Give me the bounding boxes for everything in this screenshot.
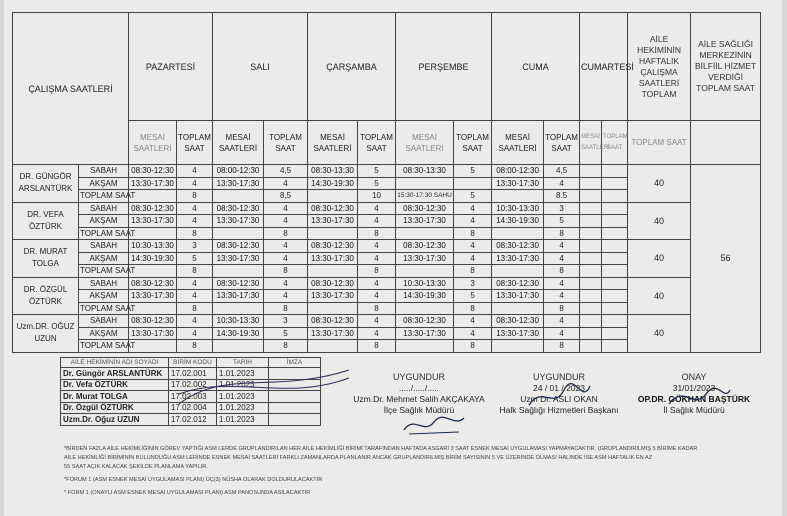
- toplam-saat-subheader: TOPLAM SAAT: [264, 121, 308, 165]
- shift-label: TOPLAM SAAT: [80, 266, 136, 276]
- shift-hours: 4: [358, 277, 396, 290]
- toplam-saat-subheader: TOPLAM SAAT: [177, 121, 213, 165]
- signature-mark: [524, 380, 594, 414]
- shift-time: 08:30-12:30: [129, 165, 177, 178]
- sig-unit-code: 17.02.001: [169, 368, 217, 380]
- saturday-cell: [602, 215, 628, 228]
- shift-hours: 4: [358, 327, 396, 340]
- shift-time: 08:30-12:30: [396, 202, 454, 215]
- day-header-cumartesi: CUMARTESİ: [580, 13, 628, 121]
- mesai-saatleri-subheader: MESAİ SAATLERİ: [396, 121, 454, 165]
- saturday-cell: [580, 215, 602, 228]
- saturday-cell: [580, 302, 602, 315]
- shift-time: 10:30-13:30: [129, 240, 177, 253]
- shift-time: 08:30-12:30: [396, 240, 454, 253]
- shift-hours: 4,5: [544, 165, 580, 178]
- approval-title: UYGUNDUR: [392, 372, 445, 382]
- schedule-row: [13, 277, 761, 290]
- day-total-hours: 8: [177, 302, 213, 315]
- shift-hours: 4: [264, 177, 308, 190]
- shift-time: 10:30-13:30: [492, 202, 544, 215]
- sig-date: 1.01.2023: [217, 414, 269, 426]
- sig-unit-code: 17.02.002: [169, 379, 217, 391]
- day-total-hours: 8: [544, 340, 580, 353]
- sig-doctor-name: Dr. Güngör ARSLANTÜRK: [61, 368, 169, 380]
- saturday-cell: [580, 252, 602, 265]
- shift-hours: 4: [544, 315, 580, 328]
- saturday-cell: [602, 252, 628, 265]
- shift-label: AKŞAM: [79, 215, 129, 228]
- approval-name: Uzm Dr. ASLI OKAN: [520, 394, 598, 404]
- shift-hours: 4: [264, 290, 308, 303]
- doctor-name: DR. GÜNGÖR ARSLANTÜRK: [13, 165, 79, 203]
- shift-time: 13:30-17:30: [308, 252, 358, 265]
- shift-time: 08:30-12:30: [129, 277, 177, 290]
- empty-cell: [129, 265, 177, 278]
- day-header-sali: SALI: [213, 13, 308, 121]
- sig-unit-code: 17.02.012: [169, 414, 217, 426]
- empty-cell: [492, 227, 544, 240]
- schedule-row: [13, 202, 761, 215]
- shift-time: 08:00-12:30: [492, 165, 544, 178]
- empty-cell: [492, 340, 544, 353]
- shift-label: SABAH: [79, 240, 129, 253]
- saturday-cell: [580, 190, 602, 203]
- toplam-saat-subheader: TOPLAM SAAT: [602, 121, 628, 165]
- day-header-carsamba: ÇARŞAMBA: [308, 13, 396, 121]
- shift-time: 08:30-12:30: [213, 240, 264, 253]
- footnote: AİLE HEKİMLİĞİ BİRİMİNİN BULUNDUĞU ASM LERİNDE ESNEK MESAİ SAATLERİ FARKLI ZAMANLARDA PLANLANIR ANCAK GRUPLANDIRILMIŞ BİRİM SAYISININ 5 VE ÜZERİNDE OLMASI HALİNDE İSE ASM HAFTALIK EN AZ: [64, 455, 653, 461]
- note-cell: 15:30-17:30 SAHU: [396, 190, 454, 203]
- shift-time: [396, 177, 454, 190]
- shift-time: 13:30-17:30: [129, 327, 177, 340]
- shift-time: 08:30-12:30: [492, 277, 544, 290]
- mesai-saatleri-subheader: MESAİ SAATLERİ: [129, 121, 177, 165]
- sig-doctor-name: Dr. Murat TOLGA: [61, 391, 169, 403]
- day-total-hours: 8: [177, 340, 213, 353]
- empty-cell: [129, 340, 177, 353]
- toplam-saat-subheader: TOPLAM SAAT: [454, 121, 492, 165]
- shift-hours: 4,5: [264, 165, 308, 178]
- sig-header-signature: İMZA: [269, 358, 321, 368]
- shift-hours: 4: [544, 327, 580, 340]
- weekly-total: 40: [628, 165, 691, 203]
- day-header-persembe: PERŞEMBE: [396, 13, 492, 121]
- saturday-cell: [580, 277, 602, 290]
- shift-hours: 4: [358, 290, 396, 303]
- signature-mark: [399, 410, 469, 438]
- approval-role: İlçe Sağlık Müdürü: [383, 405, 455, 415]
- empty-cell: [396, 227, 454, 240]
- sig-header-date: TARİH: [217, 358, 269, 368]
- shift-time: 08:30-12:30: [308, 277, 358, 290]
- shift-time: 14:30-19:30: [396, 290, 454, 303]
- mesai-saatleri-subheader: MESAİ SAATLERİ: [580, 121, 602, 165]
- shift-label: TOPLAM SAAT: [80, 341, 136, 351]
- weekly-total: 40: [628, 315, 691, 353]
- shift-hours: 5: [544, 215, 580, 228]
- empty-cell: [213, 265, 264, 278]
- approval-role: İl Sağlık Müdürü: [663, 405, 725, 415]
- shift-label: SABAH: [79, 202, 129, 215]
- saturday-cell: [602, 277, 628, 290]
- shift-hours: 4: [358, 202, 396, 215]
- footnote: *FORUM 1 (ASM ESNEK MESAİ UYGULAMASI PLANI) ÜÇ(3) NÜSHA OLARAK DOLDURULACAKTIR: [64, 477, 323, 483]
- doctor-name: Uzm.DR. OĞUZ UZUN: [13, 315, 79, 353]
- day-total-hours: 8: [177, 227, 213, 240]
- shift-time: 08:30-12:30: [129, 315, 177, 328]
- shift-hours: 5: [454, 290, 492, 303]
- shift-hours: [454, 177, 492, 190]
- shift-hours: 4: [544, 290, 580, 303]
- calisma-saatleri-header: ÇALIŞMA SAATLERİ: [13, 13, 129, 165]
- approval-date: ...../...../.....: [398, 383, 440, 393]
- saturday-cell: [580, 327, 602, 340]
- shift-hours: 4: [454, 315, 492, 328]
- saturday-cell: [602, 315, 628, 328]
- day-total-hours: 8: [264, 265, 308, 278]
- day-total-hours: 8: [454, 227, 492, 240]
- saturday-cell: [602, 202, 628, 215]
- empty-cell: [129, 190, 177, 203]
- saturday-cell: [580, 265, 602, 278]
- sig-unit-code: 17.02.003: [169, 391, 217, 403]
- doctor-name: DR. ÖZGÜL ÖZTÜRK: [13, 277, 79, 315]
- day-total-hours: 8: [177, 190, 213, 203]
- saturday-cell: [602, 302, 628, 315]
- saturday-cell: [580, 340, 602, 353]
- shift-hours: 4: [177, 165, 213, 178]
- empty-cell: [213, 340, 264, 353]
- empty-cell: [492, 190, 544, 203]
- day-total-hours: 8: [544, 302, 580, 315]
- doctor-name: DR. VEFA ÖZTÜRK: [13, 202, 79, 240]
- shift-time: 13:30-17:30: [492, 327, 544, 340]
- shift-time: 13:30-17:30: [213, 177, 264, 190]
- shift-time: 13:30-17:30: [308, 327, 358, 340]
- weekly-total: 40: [628, 240, 691, 278]
- shift-hours: 5: [358, 165, 396, 178]
- shift-time: 13:30-17:30: [308, 215, 358, 228]
- shift-time: 13:30-17:30: [308, 290, 358, 303]
- sig-date: 1.01.2023: [217, 368, 269, 380]
- health-center-header: AİLE SAĞLIĞI MERKEZİNİN BİLFİİL HİZMET VERDİĞİ TOPLAM SAAT: [691, 13, 761, 121]
- saturday-cell: [602, 340, 628, 353]
- day-total-hours: 8: [264, 302, 308, 315]
- shift-hours: 4: [544, 240, 580, 253]
- shift-time: 13:30-17:30: [396, 327, 454, 340]
- shift-time: 08:30-12:30: [308, 315, 358, 328]
- sig-header-name: AİLE HEKİMİNİN ADI SOYADI: [61, 358, 169, 368]
- shift-hours: 4: [177, 277, 213, 290]
- day-total-hours: 8: [454, 265, 492, 278]
- shift-hours: 4: [358, 215, 396, 228]
- shift-label: AKŞAM: [79, 177, 129, 190]
- shift-label: AKŞAM: [79, 327, 129, 340]
- empty-cell: [308, 340, 358, 353]
- shift-label: TOPLAM SAAT: [80, 191, 136, 201]
- shift-time: 13:30-17:30: [492, 290, 544, 303]
- footnote: *BİRDEN FAZLA AİLE HEKİMLİĞİNİN GÖREV YAPTIĞI ASM LERDE GRUPLANDIRILAN HER AİLE HEKİMLİĞİ BİRİMİ TARAFINDAN HAFTADA ASGARİ 3 SAAT ESNEK MESAİ UYGULAMASI YAPMAYACAKTIR. (GRUPLANDIRILMIŞ 5 BİRİME KADAR: [64, 446, 698, 452]
- shift-label: SABAH: [79, 277, 129, 290]
- shift-hours: 5: [358, 177, 396, 190]
- shift-time: 13:30-17:30: [396, 215, 454, 228]
- shift-hours: 4: [264, 215, 308, 228]
- shift-time: 08:30-13:30: [396, 165, 454, 178]
- shift-time: 08:30-12:30: [213, 202, 264, 215]
- sig-date: 1.01.2023: [217, 391, 269, 403]
- shift-time: 08:30-12:30: [308, 240, 358, 253]
- day-header-pazartesi: PAZARTESİ: [129, 13, 213, 121]
- shift-hours: 4: [177, 327, 213, 340]
- shift-time: 13:30-17:30: [213, 290, 264, 303]
- shift-hours: 4: [454, 202, 492, 215]
- weekly-total-header: AİLE HEKİMİNİN HAFTALIK ÇALIŞMA SAATLERİ TOPLAM: [628, 13, 691, 121]
- shift-time: 14:30-19:30: [308, 177, 358, 190]
- shift-time: 13:30-17:30: [492, 252, 544, 265]
- shift-hours: 4: [358, 252, 396, 265]
- shift-hours: 4: [177, 202, 213, 215]
- empty-cell: [308, 227, 358, 240]
- asm-total-hours: 56: [691, 165, 761, 353]
- day-header-cuma: CUMA: [492, 13, 580, 121]
- saturday-cell: [602, 165, 628, 178]
- mesai-saatleri-subheader: MESAİ SAATLERİ: [492, 121, 544, 165]
- day-total-hours: 8: [358, 227, 396, 240]
- empty-cell: [396, 302, 454, 315]
- shift-label: SABAH: [79, 165, 129, 178]
- shift-time: 10:30-13:30: [213, 315, 264, 328]
- shift-hours: 3: [454, 277, 492, 290]
- empty-cell: [213, 227, 264, 240]
- shift-hours: 5: [264, 327, 308, 340]
- shift-label: AKŞAM: [79, 290, 129, 303]
- saturday-cell: [602, 327, 628, 340]
- doctor-name: DR. MURAT TOLGA: [13, 240, 79, 278]
- shift-time: 13:30-17:30: [396, 252, 454, 265]
- weekly-total: 40: [628, 277, 691, 315]
- empty-cell: [396, 340, 454, 353]
- saturday-cell: [580, 165, 602, 178]
- schedule-row: [13, 165, 761, 178]
- shift-time: 08:30-12:30: [492, 315, 544, 328]
- shift-hours: 4: [454, 240, 492, 253]
- shift-time: 13:30-17:30: [213, 252, 264, 265]
- shift-time: 08:30-12:30: [492, 240, 544, 253]
- empty-cell: [396, 265, 454, 278]
- empty-cell: [129, 302, 177, 315]
- day-total-hours: 8: [358, 302, 396, 315]
- document-page: [4, 0, 782, 516]
- shift-hours: 4: [264, 277, 308, 290]
- saturday-cell: [602, 240, 628, 253]
- shift-hours: 4: [454, 252, 492, 265]
- shift-hours: 4: [264, 240, 308, 253]
- sig-doctor-name: Uzm.Dr. Oğuz UZUN: [61, 414, 169, 426]
- shift-time: 13:30-17:30: [129, 215, 177, 228]
- day-total-hours: 5: [454, 190, 492, 203]
- shift-label: AKŞAM: [79, 252, 129, 265]
- shift-hours: 4: [177, 177, 213, 190]
- saturday-cell: [602, 290, 628, 303]
- day-total-hours: 8.5: [544, 190, 580, 203]
- shift-hours: 4: [454, 215, 492, 228]
- shift-time: 13:30-17:30: [213, 215, 264, 228]
- day-total-hours: 8: [454, 302, 492, 315]
- signature-mark: [664, 382, 734, 412]
- saturday-cell: [602, 227, 628, 240]
- shift-hours: 4: [454, 327, 492, 340]
- shift-time: 08:00-12:30: [213, 165, 264, 178]
- approval-title: ONAY: [681, 372, 707, 382]
- shift-hours: 4: [358, 315, 396, 328]
- day-total-hours: 8: [264, 227, 308, 240]
- empty-cell: [213, 302, 264, 315]
- shift-label: TOPLAM SAAT: [80, 303, 136, 313]
- saturday-cell: [580, 290, 602, 303]
- shift-hours: 4: [358, 240, 396, 253]
- saturday-cell: [580, 177, 602, 190]
- weekly-total: 40: [628, 202, 691, 240]
- approval-name: Uzm.Dr. Mehmet Salih AKÇAKAYA: [353, 394, 485, 404]
- empty-cell: [492, 265, 544, 278]
- approval-role: Halk Sağlığı Hizmetleri Başkanı: [499, 405, 619, 415]
- shift-hours: 4: [177, 290, 213, 303]
- sig-doctor-name: Dr. Vefa ÖZTÜRK: [61, 379, 169, 391]
- shift-hours: 4: [544, 277, 580, 290]
- shift-hours: 3: [177, 240, 213, 253]
- saturday-cell: [602, 177, 628, 190]
- shift-hours: 4: [544, 252, 580, 265]
- sig-signature-cell: [269, 414, 321, 426]
- shift-hours: 4: [177, 315, 213, 328]
- approval-date: 24 / 01 / 2023: [533, 383, 585, 393]
- saturday-cell: [580, 227, 602, 240]
- footnote: 55 SAAT AÇIK KALACAK ŞEKİLDE PLANLAMA YAPILIR.: [64, 464, 208, 470]
- day-total-hours: 8: [358, 265, 396, 278]
- empty-cell: [308, 302, 358, 315]
- day-total-hours: 8: [544, 227, 580, 240]
- saturday-cell: [580, 315, 602, 328]
- shift-hours: 3: [544, 202, 580, 215]
- toplam-saat-subheader: TOPLAM SAAT: [358, 121, 396, 165]
- mesai-saatleri-subheader: MESAİ SAATLERİ: [308, 121, 358, 165]
- shift-time: 13:30-17:30: [129, 290, 177, 303]
- stamp-lines: [174, 364, 354, 408]
- shift-label: SABAH: [79, 315, 129, 328]
- sig-date: 1.01.2023: [217, 379, 269, 391]
- shift-time: 14:30-19:30: [492, 215, 544, 228]
- shift-hours: 3: [264, 315, 308, 328]
- day-total-hours: 10: [358, 190, 396, 203]
- shift-hours: 4: [264, 252, 308, 265]
- approval-date: 31/01/2023: [672, 383, 716, 393]
- shift-time: 13:30-17:30: [492, 177, 544, 190]
- saturday-cell: [602, 265, 628, 278]
- sig-doctor-name: Dr. Özgül ÖZTÜRK: [61, 402, 169, 414]
- empty-cell: [492, 302, 544, 315]
- shift-time: 14:30-19:30: [129, 252, 177, 265]
- sig-date: 1.01.2023: [217, 402, 269, 414]
- sig-header-code: BİRİM KODU: [169, 358, 217, 368]
- schedule-row: [13, 315, 761, 328]
- shift-hours: 4: [264, 202, 308, 215]
- shift-time: 10:30-13:30: [396, 277, 454, 290]
- schedule-row: [13, 240, 761, 253]
- shift-time: 13:30-17:30: [129, 177, 177, 190]
- sig-unit-code: 17.02.004: [169, 402, 217, 414]
- empty-cell: [213, 190, 264, 203]
- shift-label: TOPLAM SAAT: [80, 228, 136, 238]
- saturday-cell: [580, 240, 602, 253]
- day-total-hours: 8: [454, 340, 492, 353]
- day-total-hours: 8: [544, 265, 580, 278]
- shift-hours: 5: [177, 252, 213, 265]
- footnote: * FORM 1 (ONAYLI ASM ESNEK MESAİ UYGULAMASI PLANI) ASM PANOSUNDA ASILACAKTIR: [64, 490, 311, 496]
- schedule-table: [12, 12, 761, 353]
- saturday-cell: [602, 190, 628, 203]
- day-total-hours: 8: [264, 340, 308, 353]
- shift-hours: 4: [544, 177, 580, 190]
- day-total-hours: 8,5: [264, 190, 308, 203]
- shift-hours: 4: [177, 215, 213, 228]
- shift-time: 14:30-19:30: [213, 327, 264, 340]
- shift-time: 08:30-12:30: [129, 202, 177, 215]
- empty-cell: [308, 265, 358, 278]
- toplam-saat-subheader: TOPLAM SAAT: [628, 121, 691, 165]
- empty-cell: [308, 190, 358, 203]
- shift-hours: 5: [454, 165, 492, 178]
- shift-time: 08:30-12:30: [396, 315, 454, 328]
- shift-time: 08:30-12:30: [308, 202, 358, 215]
- empty-cell: [129, 227, 177, 240]
- approval-name: OP.DR. GÖKHAN BAŞTÜRK: [637, 394, 751, 404]
- day-total-hours: 8: [177, 265, 213, 278]
- shift-time: 08:30-12:30: [213, 277, 264, 290]
- saturday-cell: [580, 202, 602, 215]
- toplam-saat-subheader: TOPLAM SAAT: [544, 121, 580, 165]
- shift-time: 08:30-13:30: [308, 165, 358, 178]
- mesai-saatleri-subheader: MESAİ SAATLERİ: [213, 121, 264, 165]
- day-total-hours: 8: [358, 340, 396, 353]
- signature-row: [61, 414, 321, 426]
- approval-title: UYGUNDUR: [532, 372, 585, 382]
